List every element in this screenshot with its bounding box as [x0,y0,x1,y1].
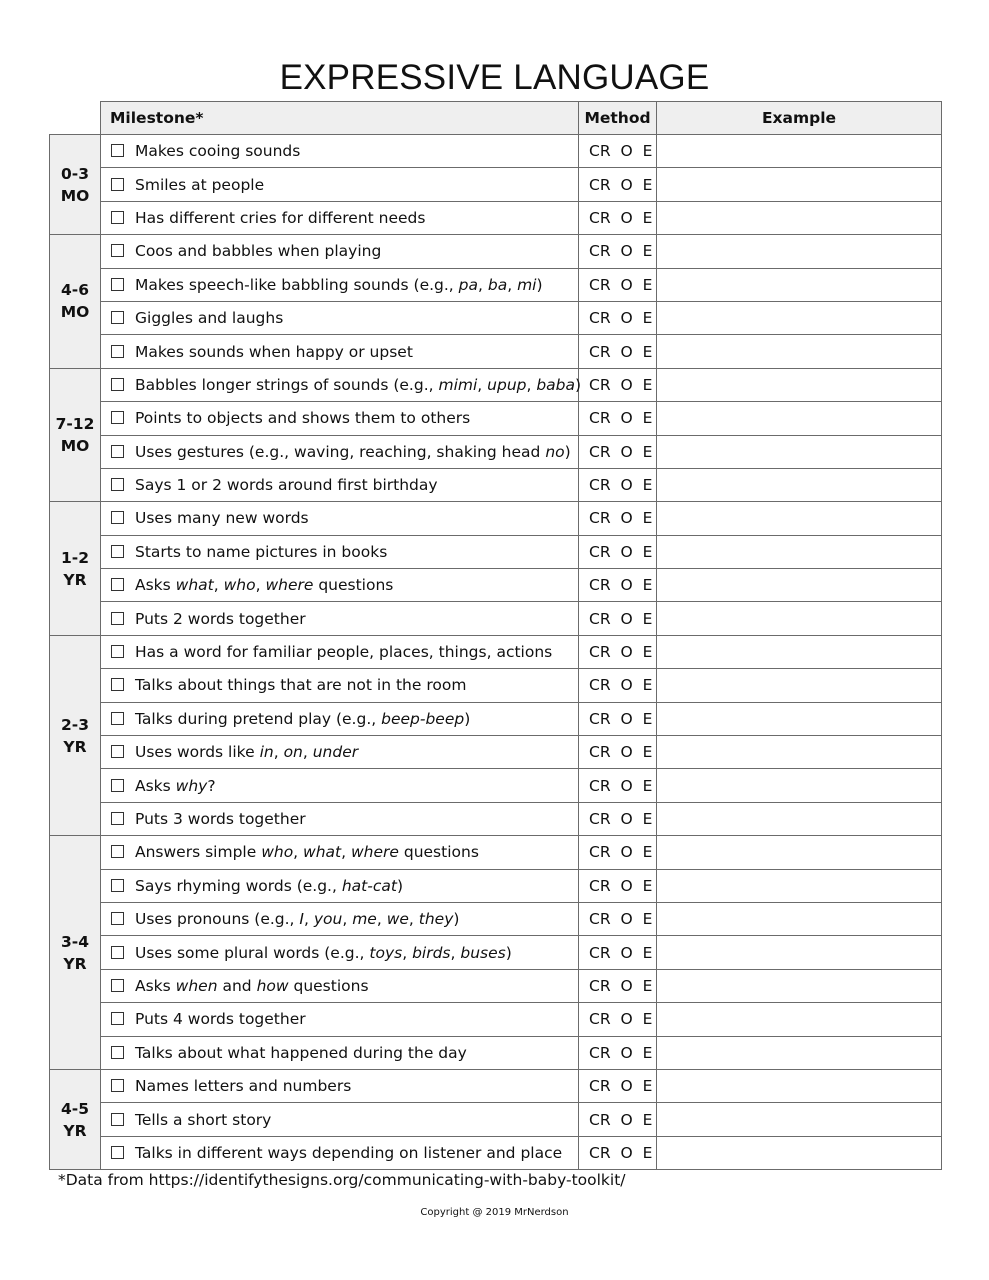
checkbox[interactable] [111,411,124,424]
method-cell[interactable]: CR O E [579,802,657,835]
age-group-cell [50,635,101,835]
milestone-text: ) [464,709,471,728]
milestone-text: , [402,943,413,962]
milestone-text: hat-cat [341,876,397,895]
milestone-text: ) [564,442,571,461]
method-cell[interactable]: CR O E [579,736,657,769]
milestone-text: Talks during pretend play (e.g., [135,709,382,728]
age-label: YR [63,570,87,589]
milestone-text: where [265,576,314,595]
milestone-text: what [175,576,214,595]
example-cell[interactable] [657,602,942,635]
example-cell[interactable] [657,1136,942,1169]
milestone-text: Puts 4 words together [135,1010,306,1029]
age-group-cell [50,836,101,1070]
milestone-text: Asks [135,776,176,795]
milestone-text: Uses gestures (e.g., waving, reaching, shaking head [135,442,546,461]
example-cell[interactable] [657,802,942,835]
checkbox[interactable] [111,545,124,558]
milestone-text: when [175,976,218,995]
milestone-text: questions [288,976,369,995]
milestone-text: Talks about things that are not in the room [135,676,467,695]
method-cell[interactable]: CR O E [579,502,657,535]
example-cell[interactable] [657,669,942,702]
milestone-text: why [175,776,208,795]
milestone-cell [101,435,579,468]
checkbox[interactable] [111,1079,124,1092]
checkbox[interactable] [111,678,124,691]
milestone-cell [101,402,579,435]
checkbox[interactable] [111,812,124,825]
milestone-text: we [386,910,409,929]
milestone-text: Makes cooing sounds [135,142,301,161]
method-cell[interactable]: CR O E [579,936,657,969]
method-cell[interactable]: CR O E [579,869,657,902]
milestone-text: Names letters and numbers [135,1077,352,1096]
milestone-cell [101,535,579,568]
milestone-text: , [303,910,314,929]
example-cell[interactable] [657,1069,942,1102]
milestone-text: Coos and babbles when playing [135,242,382,261]
milestone-cell [101,836,579,869]
checkbox[interactable] [111,1012,124,1025]
milestone-text: where [350,843,399,862]
checkbox[interactable] [111,311,124,324]
method-cell[interactable]: CR O E [579,301,657,334]
milestone-text: Starts to name pictures in books [135,542,388,561]
method-cell[interactable]: CR O E [579,1003,657,1036]
milestone-text: , [255,576,266,595]
milestone-text: , [526,375,537,394]
checkbox[interactable] [111,645,124,658]
milestone-cell [101,168,579,201]
age-label: MO [60,186,90,205]
milestone-text: pa [458,275,478,294]
milestone-text: mimi [438,375,478,394]
example-cell[interactable] [657,168,942,201]
milestone-cell [101,1069,579,1102]
example-cell[interactable] [657,502,942,535]
milestone-text: upup [487,375,527,394]
example-cell[interactable] [657,569,942,602]
table-row [50,635,942,668]
method-cell[interactable]: CR O E [579,602,657,635]
table-row [50,969,942,1002]
method-cell[interactable]: CR O E [579,702,657,735]
checkbox[interactable] [111,345,124,358]
age-label: 4-5 [60,1099,89,1118]
method-cell[interactable]: CR O E [579,535,657,568]
milestone-cell [101,869,579,902]
age-label: 1-2 [60,548,89,567]
example-cell[interactable] [657,135,942,168]
milestone-text: Has a word for familiar people, places, things, actions [135,643,553,662]
milestone-cell [101,268,579,301]
milestone-text: and [217,976,257,995]
milestone-text: beep-beep [381,709,465,728]
milestone-text: Points to objects and shows them to others [135,409,471,428]
milestone-text: Talks in different ways depending on listener and place [135,1143,563,1162]
table-row [50,235,942,268]
table-row [50,669,942,702]
milestone-text: how [256,976,289,995]
table-row [50,368,942,401]
example-cell[interactable] [657,769,942,802]
table-row [50,1069,942,1102]
table-row [50,335,942,368]
checkbox[interactable] [111,144,124,157]
method-cell[interactable]: CR O E [579,969,657,1002]
checkbox[interactable] [111,779,124,792]
milestone-cell [101,635,579,668]
example-cell[interactable] [657,235,942,268]
milestone-table [49,101,942,1170]
example-cell[interactable] [657,468,942,501]
milestone-cell [101,702,579,735]
milestone-text: who [223,576,256,595]
age-label: 4-6 [60,281,89,300]
milestone-text: Answers simple [135,843,262,862]
milestone-text: under [312,743,359,762]
header-milestone: Milestone* [101,102,579,135]
milestone-cell [101,301,579,334]
milestone-cell [101,736,579,769]
milestone-text: , [450,943,461,962]
table-row [50,702,942,735]
checkbox[interactable] [111,1113,124,1126]
method-cell[interactable]: CR O E [579,1136,657,1169]
table-row [50,1103,942,1136]
table-row [50,802,942,835]
method-cell[interactable]: CR O E [579,368,657,401]
milestone-cell [101,502,579,535]
age-label: 7-12 [55,415,95,434]
milestone-cell [101,135,579,168]
checkbox[interactable] [111,511,124,524]
table-row [50,1136,942,1169]
milestone-cell [101,602,579,635]
milestone-text: Giggles and laughs [135,309,284,328]
example-cell[interactable] [657,936,942,969]
method-cell[interactable]: CR O E [579,1103,657,1136]
milestone-text: , [507,275,518,294]
table-row [50,1036,942,1069]
checkbox[interactable] [111,712,124,725]
example-cell[interactable] [657,402,942,435]
milestone-text: Babbles longer strings of sounds (e.g., [135,375,439,394]
method-cell[interactable]: CR O E [579,268,657,301]
milestone-cell [101,802,579,835]
milestone-text: Says 1 or 2 words around first birthday [135,476,438,495]
milestone-cell [101,201,579,234]
milestone-text: questions [313,576,394,595]
method-cell[interactable]: CR O E [579,1036,657,1069]
table-row [50,268,942,301]
milestone-text: ) [505,943,512,962]
source-note: *Data from https://identifythesigns.org/communicating-with-baby-toolkit/ [58,1171,626,1189]
method-cell[interactable]: CR O E [579,902,657,935]
milestone-cell [101,1136,579,1169]
table-row [50,602,942,635]
milestone-text: ) [453,910,460,929]
milestone-cell [101,1103,579,1136]
age-label: MO [60,437,90,456]
milestone-text: , [213,576,224,595]
milestone-cell [101,1003,579,1036]
example-cell[interactable] [657,335,942,368]
milestone-text: Tells a short story [135,1110,272,1129]
checkbox[interactable] [111,1046,124,1059]
age-group-cell [50,135,101,235]
milestone-cell [101,335,579,368]
example-cell[interactable] [657,1036,942,1069]
method-cell[interactable]: CR O E [579,235,657,268]
table-row [50,569,942,602]
checkbox[interactable] [111,211,124,224]
table-row [50,736,942,769]
example-cell[interactable] [657,635,942,668]
milestone-text: Says rhyming words (e.g., [135,876,342,895]
milestone-cell [101,235,579,268]
milestone-text: Puts 3 words together [135,810,306,828]
milestone-text: no [545,442,565,461]
milestone-text: , [341,843,351,862]
example-cell[interactable] [657,836,942,869]
milestone-text: , [477,375,488,394]
milestone-cell [101,569,579,602]
checkbox[interactable] [111,845,124,858]
method-cell[interactable]: CR O E [579,769,657,802]
method-cell[interactable]: CR O E [579,635,657,668]
example-cell[interactable] [657,969,942,1002]
header-example: Example [657,102,942,135]
milestone-text: mi [517,275,537,294]
method-cell[interactable]: CR O E [579,402,657,435]
table-row [50,769,942,802]
example-cell[interactable] [657,268,942,301]
age-label: MO [60,303,90,322]
milestone-text: Has different cries for different needs [135,208,426,227]
age-group-cell [50,368,101,502]
page-title: EXPRESSIVE LANGUAGE [279,58,710,97]
age-label: YR [63,1121,87,1140]
age-group-cell [50,1069,101,1169]
age-group-cell [50,502,101,636]
age-group-cell [50,235,101,369]
example-cell[interactable] [657,702,942,735]
age-label: 3-4 [60,932,89,951]
milestone-text: , [293,843,304,862]
table-row [50,502,942,535]
age-label: 2-3 [60,715,89,734]
milestone-cell [101,368,582,401]
table-row [50,936,942,969]
milestone-text: Makes sounds when happy or upset [135,342,413,361]
milestone-text: Talks about what happened during the day [135,1043,467,1062]
age-label: 0-3 [60,164,89,183]
milestone-cell [101,468,579,501]
milestone-text: Uses pronouns (e.g., [135,910,300,929]
milestone-cell [101,902,579,935]
milestone-text: Uses words like [135,743,260,762]
table-row [50,468,942,501]
milestone-cell [101,769,579,802]
method-cell[interactable]: CR O E [579,836,657,869]
milestone-text: Uses some plural words (e.g., [135,943,370,962]
checkbox[interactable] [111,244,124,257]
checkbox[interactable] [111,578,124,591]
method-cell[interactable]: CR O E [579,168,657,201]
milestone-cell [101,669,579,702]
age-label: YR [63,954,87,973]
method-cell[interactable]: CR O E [579,435,657,468]
milestone-text: you [313,910,343,929]
method-cell[interactable]: CR O E [579,135,657,168]
table-row [50,402,942,435]
corner-cell [50,102,101,135]
checkbox[interactable] [111,478,124,491]
milestone-cell [101,1036,579,1069]
milestone-text: Makes speech-like babbling sounds (e.g., [135,275,459,294]
milestone-text: ) [536,275,543,294]
milestone-cell [101,969,579,1002]
method-cell[interactable]: CR O E [579,335,657,368]
example-cell[interactable] [657,869,942,902]
table-row [50,1003,942,1036]
milestone-text: Puts 2 words together [135,609,306,628]
example-cell[interactable] [657,736,942,769]
table-row [50,201,942,234]
milestone-text: toys [369,943,403,962]
method-cell[interactable]: CR O E [579,468,657,501]
example-cell[interactable] [657,1003,942,1036]
checkbox[interactable] [111,979,124,992]
example-cell[interactable] [657,535,942,568]
example-cell[interactable] [657,201,942,234]
example-cell[interactable] [657,435,942,468]
milestone-text: ? [207,776,216,795]
milestone-text: , [273,743,284,762]
milestone-text: , [478,275,488,294]
table-row [50,869,942,902]
milestone-text: , [408,910,419,929]
method-cell[interactable]: CR O E [579,201,657,234]
table-row [50,535,942,568]
checkbox[interactable] [111,612,124,625]
checkbox[interactable] [111,178,124,191]
method-cell[interactable]: CR O E [579,569,657,602]
table-row [50,902,942,935]
milestone-text: , [376,910,387,929]
milestone-text: Smiles at people [135,175,265,194]
milestone-text: , [302,743,313,762]
method-cell[interactable]: CR O E [579,1069,657,1102]
example-cell[interactable] [657,1103,942,1136]
method-cell[interactable]: CR O E [579,669,657,702]
milestone-text: Asks [135,576,176,595]
checkbox[interactable] [111,278,124,291]
example-cell[interactable] [657,902,942,935]
milestone-text: buses [460,943,506,962]
header-method: Method [579,102,657,135]
checkbox[interactable] [111,445,124,458]
milestone-text: me [352,910,377,929]
milestone-text: in [259,743,274,762]
milestone-text: birds [412,943,451,962]
checkbox[interactable] [111,912,124,925]
age-label: YR [63,737,87,756]
table-row [50,301,942,334]
checkbox[interactable] [111,745,124,758]
milestone-text: ) [396,876,403,895]
milestone-text: what [303,843,342,862]
milestone-text: I [299,910,304,929]
milestone-text: questions [398,843,479,862]
milestone-text: baba [536,375,576,394]
milestone-text: , [342,910,353,929]
table-row [50,435,942,468]
checkbox[interactable] [111,1146,124,1159]
milestone-text: who [261,843,294,862]
checkbox[interactable] [111,946,124,959]
checkbox[interactable] [111,378,124,391]
example-cell[interactable] [657,368,942,401]
copyright: Copyright @ 2019 MrNerdson [420,1207,569,1218]
milestone-text: ba [487,275,508,294]
table-row [50,168,942,201]
milestone-text: Uses many new words [135,509,309,528]
table-row [50,135,942,168]
example-cell[interactable] [657,301,942,334]
table-row [50,836,942,869]
milestone-text: ) [575,375,582,394]
milestone-cell [101,936,579,969]
checkbox[interactable] [111,879,124,892]
milestone-text: on [283,743,303,762]
milestone-text: they [418,910,454,929]
milestone-text: Asks [135,976,176,995]
